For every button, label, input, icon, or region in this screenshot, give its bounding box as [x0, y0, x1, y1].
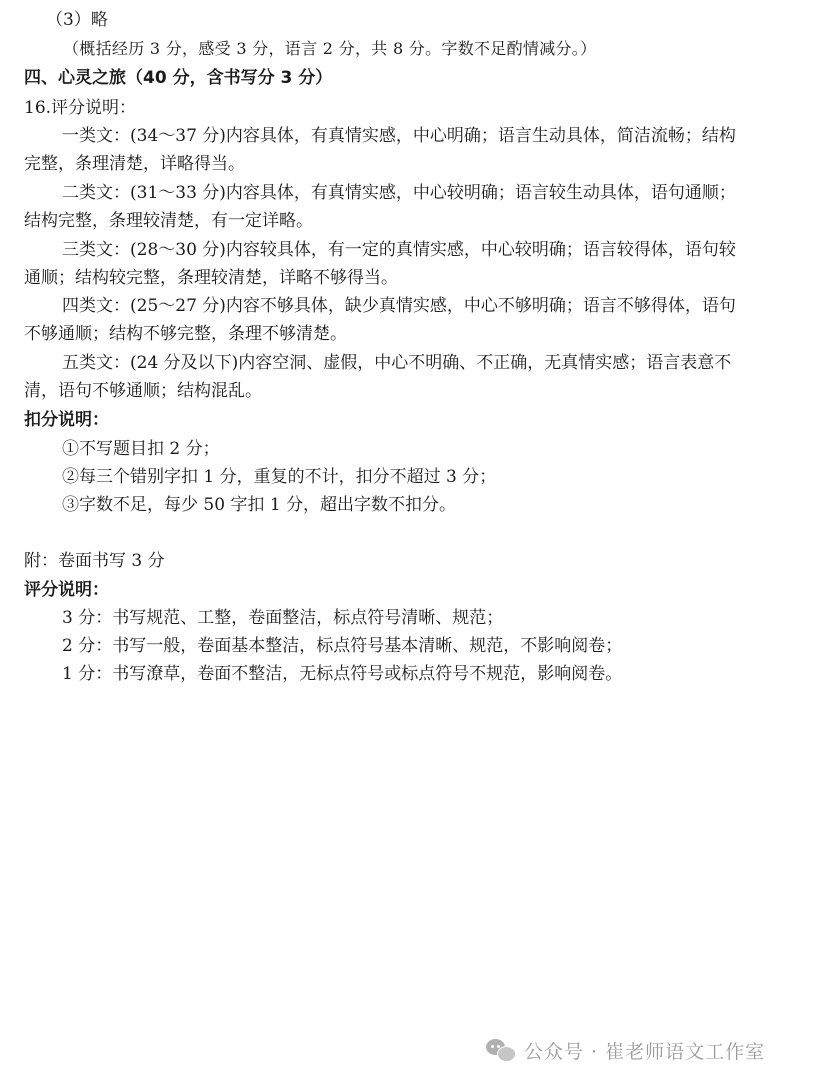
grade-4-line-2: 不够通顺；结构不够完整，条理不够清楚。	[24, 324, 347, 344]
watermark	[486, 1038, 765, 1062]
handwriting-level-1: 1 分：书写潦草，卷面不整洁，无标点符号或标点符号不规范，影响阅卷。	[62, 664, 623, 684]
wechat-icon	[486, 1039, 516, 1061]
handwriting-level-3: 3 分：书写规范、工整，卷面整洁，标点符号清晰、规范；	[62, 608, 504, 628]
watermark-text: 公众号 · 崔老师语文工作室	[524, 1040, 766, 1063]
handwriting-scoring-heading: 评分说明：	[24, 580, 109, 600]
question-16-heading: 16.评分说明：	[24, 98, 137, 118]
grade-3-line-1: 三类文：(28～30 分)内容较具体，有一定的真情实感，中心较明确；语言较得体，语句较	[62, 240, 736, 260]
section-heading: 四、心灵之旅（40 分，含书写分 3 分）	[24, 68, 333, 88]
grade-1-line-2: 完整，条理清楚，详略得当。	[24, 154, 245, 174]
deduction-heading: 扣分说明：	[24, 410, 109, 430]
grade-2-line-1: 二类文：(31～33 分)内容具体，有真情实感，中心较明确；语言较生动具体，语句通顺；	[62, 183, 736, 203]
grade-2-line-2: 结构完整，条理较清楚，有一定详略。	[24, 211, 313, 231]
handwriting-level-2: 2 分：书写一般，卷面基本整洁，标点符号基本清晰、规范，不影响阅卷；	[62, 636, 623, 656]
scoring-note: （概括经历 3 分，感受 3 分，语言 2 分，共 8 分。字数不足酌情减分。）	[63, 39, 597, 58]
grade-5-line-1: 五类文：(24 分及以下)内容空洞、虚假，中心不明确、不正确，无真情实感；语言表意不	[62, 353, 732, 373]
deduction-item-3: ③字数不足，每少 50 字扣 1 分，超出字数不扣分。	[62, 495, 457, 515]
grade-1-line-1: 一类文：(34～37 分)内容具体，有真情实感，中心明确；语言生动具体，简洁流畅；结构	[62, 126, 736, 146]
deduction-item-2: ②每三个错别字扣 1 分，重复的不计，扣分不超过 3 分；	[62, 467, 497, 487]
answer-3: （3）略	[46, 10, 108, 30]
appendix-heading: 附：卷面书写 3 分	[24, 551, 165, 571]
grade-4-line-1: 四类文：(25～27 分)内容不够具体，缺少真情实感，中心不够明确；语言不够得体，语句	[62, 296, 736, 316]
grade-3-line-2: 通顺；结构较完整，条理较清楚，详略不够得当。	[24, 268, 398, 288]
deduction-item-1: ①不写题目扣 2 分；	[62, 439, 220, 459]
grade-5-line-2: 清，语句不够通顺；结构混乱。	[24, 381, 262, 401]
